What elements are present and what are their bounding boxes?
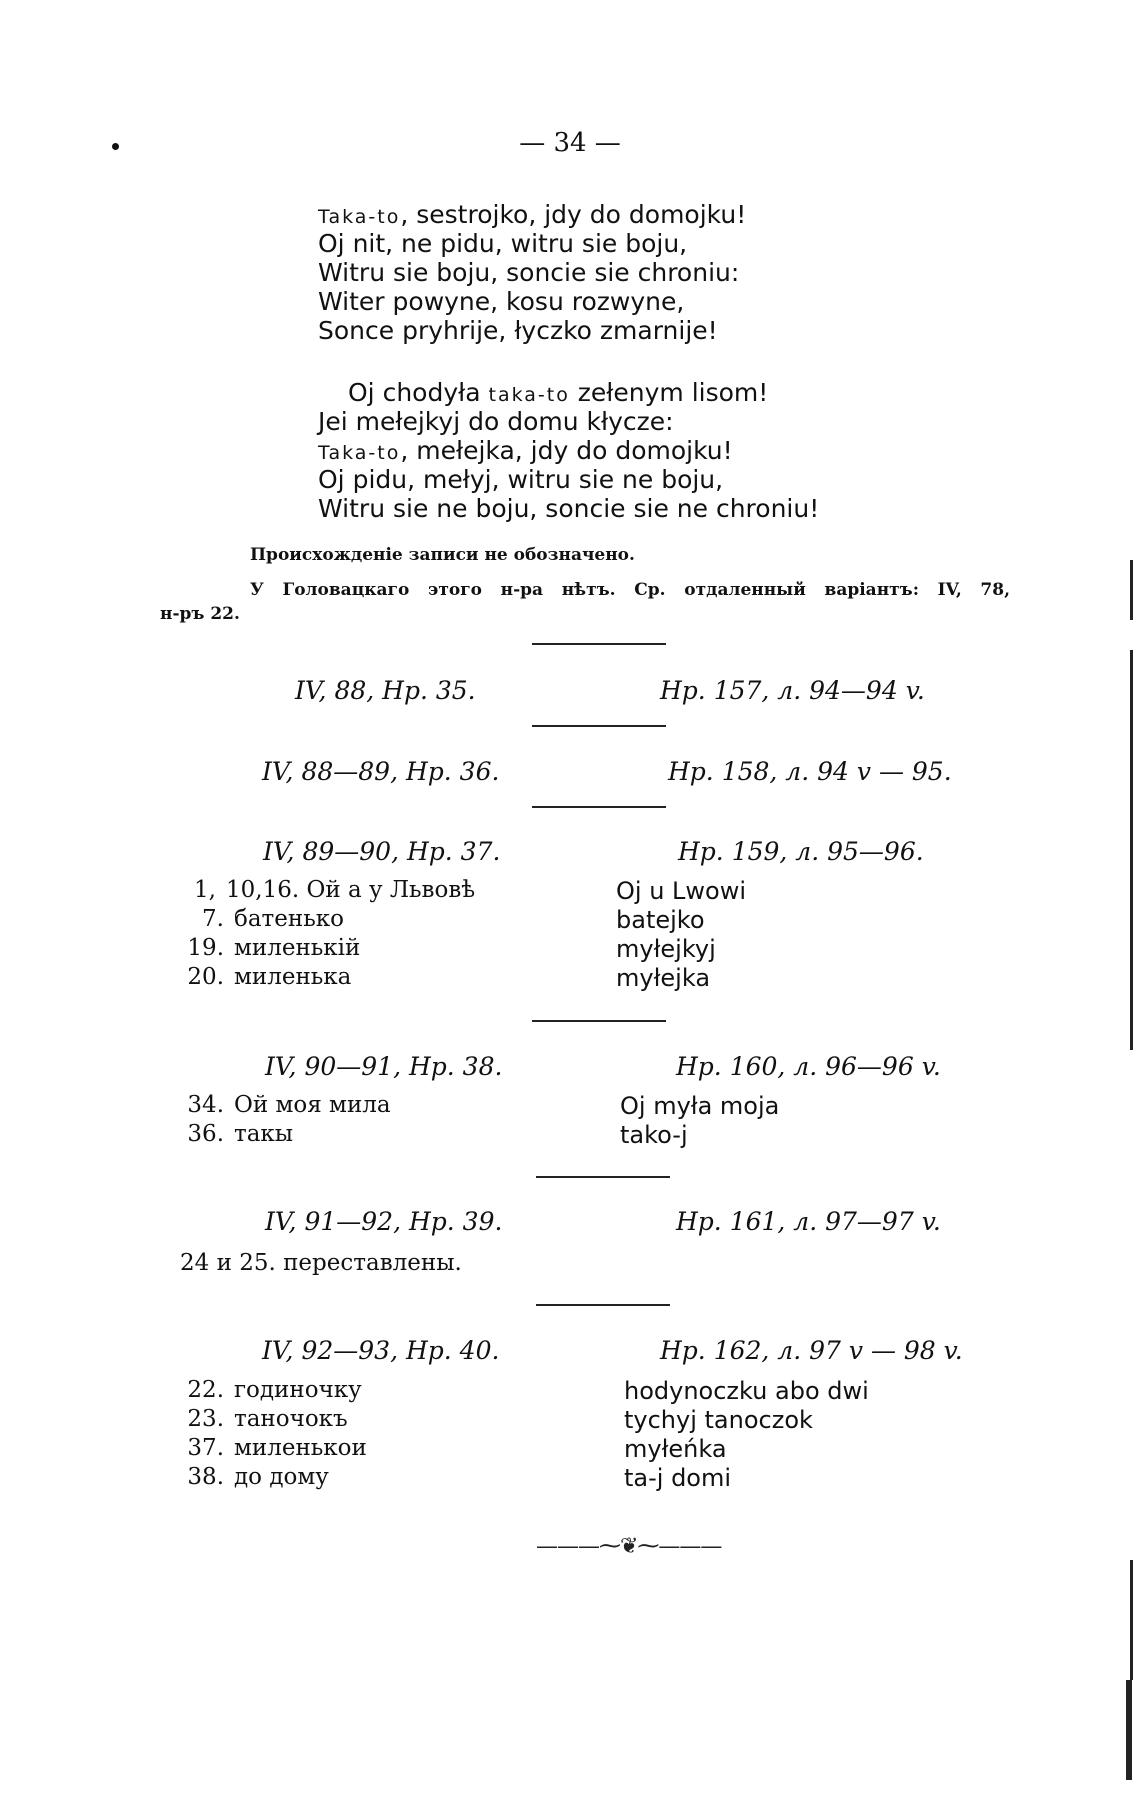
origin-note: Происхожденіе записи не обозначено. (250, 545, 635, 565)
scan-edge-mark (1126, 1680, 1132, 1780)
section-rule (532, 643, 666, 645)
right-reference: Нр. 162, л. 97 v — 98 v. (660, 1336, 963, 1365)
margin-dot (112, 143, 119, 150)
collation-row: 7. батенько (202, 906, 344, 932)
scan-edge-mark (1130, 560, 1133, 620)
section-rule (536, 1176, 670, 1178)
section-rule (532, 725, 666, 727)
left-reference: IV, 90—91, Нр. 38. (265, 1052, 503, 1081)
left-reference: IV, 88—89, Нр. 36. (262, 757, 500, 786)
collation-variant: batejko (616, 906, 705, 934)
collation-variant: tako-j (620, 1121, 688, 1149)
left-reference: IV, 88, Нр. 35. (295, 676, 476, 705)
right-reference: Нр. 158, л. 94 v — 95. (668, 757, 952, 786)
collation-row: 19. миленькій (187, 935, 361, 961)
right-reference: Нр. 159, л. 95—96. (678, 837, 924, 866)
collation-row: 36. такы (187, 1121, 294, 1147)
collation-variant: ta-j domi (624, 1464, 732, 1492)
section-rule (532, 1020, 666, 1022)
left-reference: IV, 89—90, Нр. 37. (263, 837, 501, 866)
scan-edge-mark (1130, 1560, 1133, 1680)
collation-variant: Oj u Lwowi (616, 877, 747, 905)
verse-line: Oj chodyła taka-to zełenym lisom! (348, 378, 769, 407)
collation-row: 1, 10,16. Ой а у Львовѣ (194, 877, 476, 903)
collation-row: 23. таночокъ (187, 1406, 348, 1432)
page-number: — 34 — (519, 128, 621, 158)
section-rule (532, 806, 666, 808)
verse-line: Oj pidu, mełyj, witru sie ne boju, (318, 465, 724, 494)
variant-note-cont: н-ръ 22. (160, 604, 240, 624)
right-reference: Нр. 161, л. 97—97 v. (676, 1207, 941, 1236)
collation-row: 38. до дому (187, 1464, 329, 1490)
verse-line: Taka-to, sestrojko, jdy do domojku! (318, 200, 747, 229)
collation-row: 22. годиночку (187, 1377, 362, 1403)
ornament-divider: ———⁓❦⁓——— (536, 1534, 722, 1559)
collation-row: 34. Ой моя мила (187, 1092, 391, 1118)
verse-line: Oj nit, ne pidu, witru sie boju, (318, 229, 688, 258)
collation-row: 20. миленька (187, 964, 352, 990)
collation-variant: myłejka (616, 964, 711, 992)
verse-line: Sonce pryhrije, łyczko zmarnije! (318, 316, 718, 345)
verse-line: Witer powyne, kosu rozwyne, (318, 287, 685, 316)
verse-line: Witru sie boju, soncie sie chroniu: (318, 258, 740, 287)
verse-line: Jei mełejkyj do domu kłycze: (318, 407, 674, 436)
right-reference: Нр. 157, л. 94—94 v. (660, 676, 925, 705)
verse-line: Taka-to, mełejka, jdy do domojku! (318, 436, 733, 465)
left-reference: IV, 92—93, Нр. 40. (262, 1336, 500, 1365)
collation-row: 24 и 25. переставлены. (180, 1250, 462, 1276)
variant-note: У Головацкаго этого н-ра нѣтъ. Ср. отдаленный варіантъ: IV, 78, (250, 580, 1010, 600)
right-reference: Нр. 160, л. 96—96 v. (676, 1052, 941, 1081)
collation-variant: Oj myła moja (620, 1092, 780, 1120)
collation-variant: hodynoczku abo dwi (624, 1377, 869, 1405)
collation-variant: myłejkyj (616, 935, 716, 963)
collation-row: 37. миленькои (187, 1435, 367, 1461)
section-rule (536, 1304, 670, 1306)
scan-edge-mark (1130, 650, 1133, 1050)
collation-variant: myłeńka (624, 1435, 727, 1463)
left-reference: IV, 91—92, Нр. 39. (265, 1207, 503, 1236)
collation-variant: tychyj tanoczok (624, 1406, 813, 1434)
verse-line: Witru sie ne boju, soncie sie ne chroniu! (318, 494, 820, 523)
